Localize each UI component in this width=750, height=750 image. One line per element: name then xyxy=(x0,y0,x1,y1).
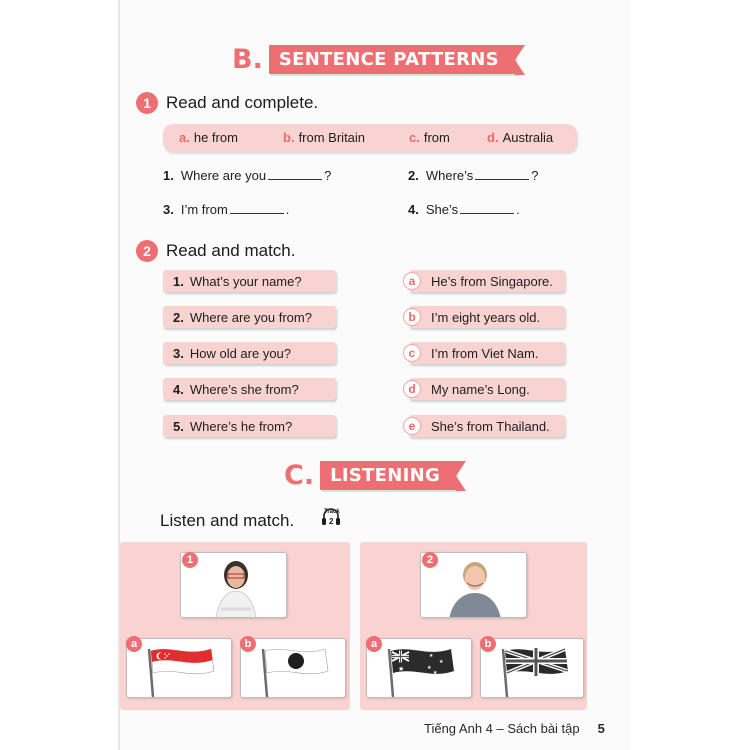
exercise-1-title: Read and complete. xyxy=(166,93,319,112)
word-bank-item: a. he from xyxy=(179,130,238,145)
page-number: 5 xyxy=(597,721,605,736)
match-question-5[interactable]: 5. Where’s he from? xyxy=(163,415,336,437)
answer-letter-b: b xyxy=(403,308,421,326)
match-answer-a[interactable]: a He’s from Singapore. xyxy=(409,270,565,292)
question-3: 3. I’m from . xyxy=(163,202,290,217)
word-bank-item: b. from Britain xyxy=(283,130,366,145)
match-question-4[interactable]: 4. Where’s she from? xyxy=(163,378,336,400)
exercise-2-header xyxy=(136,240,295,262)
listen-header xyxy=(160,511,294,531)
answer-letter-d: d xyxy=(403,380,421,398)
flag-japan-box[interactable] xyxy=(240,638,346,698)
word-bank-item: c. from xyxy=(409,130,450,145)
question-2: 2. Where’s ? xyxy=(408,168,539,183)
question-1: 1. Where are you ? xyxy=(163,168,332,183)
match-question-2[interactable]: 2. Where are you from? xyxy=(163,306,336,328)
exercise-2-title: Read and match. xyxy=(166,241,296,260)
exercise-1-number: 1 xyxy=(136,92,158,114)
exercise-2-number: 2 xyxy=(136,240,158,262)
answer-blank-3[interactable] xyxy=(230,202,284,214)
panel-1-flag-b-letter: b xyxy=(240,636,256,652)
panel-1-flag-a-letter: a xyxy=(126,636,142,652)
listening-panel-1 xyxy=(120,542,350,710)
section-c-ribbon: LISTENING xyxy=(320,461,456,490)
word-bank-item: d. Australia xyxy=(487,130,554,145)
listen-title: Listen and match. xyxy=(160,511,295,530)
australia-flag-icon xyxy=(367,639,472,698)
footer-book-title: Tiếng Anh 4 – Sách bài tập xyxy=(424,721,580,736)
word-bank xyxy=(163,124,577,152)
panel-2-flag-a-letter: a xyxy=(366,636,382,652)
answer-blank-1[interactable] xyxy=(268,168,322,180)
page-footer xyxy=(424,721,605,736)
answer-letter-a: a xyxy=(403,272,421,290)
flag-australia-box[interactable] xyxy=(366,638,472,698)
listening-panel-2 xyxy=(360,542,587,710)
svg-text:★: ★ xyxy=(433,670,438,676)
japan-flag-icon xyxy=(241,639,346,698)
section-b-header xyxy=(232,44,515,75)
svg-text:★: ★ xyxy=(427,665,432,671)
track-label: Track xyxy=(324,509,340,515)
svg-text:★: ★ xyxy=(429,653,434,659)
section-b-letter: B. xyxy=(232,44,263,75)
match-answer-c[interactable]: c I’m from Viet Nam. xyxy=(409,342,565,364)
panel-2-number: 2 xyxy=(422,552,438,568)
match-answer-b[interactable]: b I’m eight years old. xyxy=(409,306,565,328)
panel-2-flag-b-letter: b xyxy=(480,636,496,652)
answer-letter-e: e xyxy=(403,417,421,435)
match-question-3[interactable]: 3. How old are you? xyxy=(163,342,336,364)
singapore-flag-icon xyxy=(127,639,232,698)
answer-letter-c: c xyxy=(403,344,421,362)
exercise-1-header xyxy=(136,92,318,114)
section-b-ribbon: SENTENCE PATTERNS xyxy=(269,45,515,74)
track-headphones-icon[interactable] xyxy=(321,506,341,528)
track-number: 2 xyxy=(329,517,334,526)
match-question-1[interactable]: 1. What’s your name? xyxy=(163,270,336,292)
section-c-header xyxy=(284,460,456,491)
flag-singapore-box[interactable] xyxy=(126,638,232,698)
svg-text:★: ★ xyxy=(398,665,405,673)
answer-blank-2[interactable] xyxy=(475,168,529,180)
svg-text:★: ★ xyxy=(439,659,444,665)
section-c-letter: C. xyxy=(284,460,315,491)
flag-britain-box[interactable] xyxy=(480,638,584,698)
answer-blank-4[interactable] xyxy=(460,202,514,214)
match-answer-e[interactable]: e She’s from Thailand. xyxy=(409,415,565,437)
match-answer-d[interactable]: d My name’s Long. xyxy=(409,378,565,400)
uk-flag-icon xyxy=(481,639,584,698)
question-4: 4. She’s . xyxy=(408,202,520,217)
panel-1-number: 1 xyxy=(182,552,198,568)
